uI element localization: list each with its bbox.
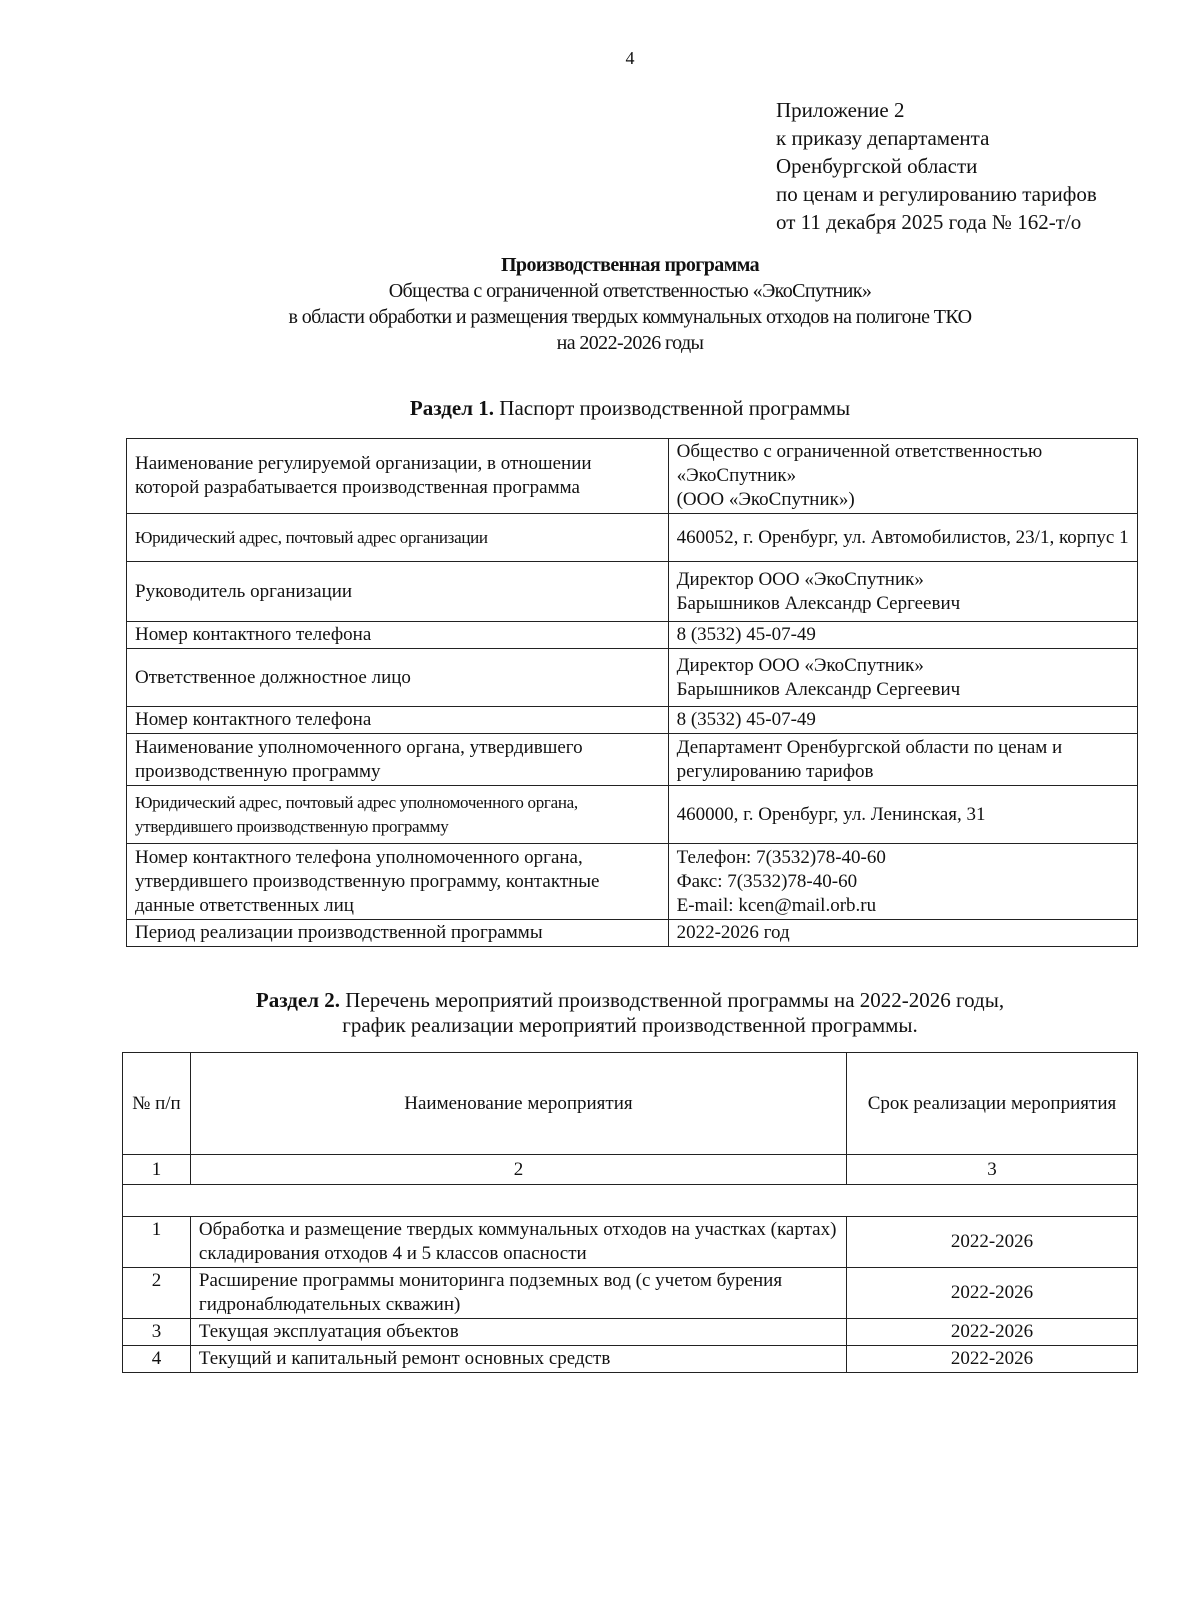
table-row: [127, 562, 1138, 622]
passport-value: [668, 844, 1137, 920]
row-term: 2022-2026: [846, 1319, 1137, 1346]
table-row: [127, 622, 1138, 649]
table-row: [123, 1346, 1138, 1373]
row-name: Текущая эксплуатация объектов: [190, 1319, 846, 1346]
passport-value: 8 (3532) 45-07-49: [668, 707, 1137, 734]
column-number: 3: [846, 1155, 1137, 1185]
passport-label: Ответственное должностное лицо: [127, 649, 669, 707]
passport-label: Период реализации производственной программы: [127, 920, 669, 947]
table-row: [127, 439, 1138, 514]
row-num: 3: [123, 1319, 191, 1346]
appendix-line: Оренбургской области: [776, 154, 978, 178]
value-line: Директор ООО «ЭкоСпутник»: [676, 568, 924, 590]
appendix-line: по ценам и регулированию тарифов: [776, 182, 1097, 206]
appendix-block: [776, 96, 1097, 236]
column-number-row: [123, 1155, 1138, 1185]
passport-label: Номер контактного телефона: [127, 707, 669, 734]
table-row: [127, 786, 1138, 844]
section2-title: Перечень мероприятий производственной программы на 2022-2026 годы,: [340, 988, 1005, 1012]
table-row: [123, 1319, 1138, 1346]
title-line: в области обработки и размещения твердых коммунальных отходов на полигоне ТКО: [288, 306, 972, 328]
section1-title: Паспорт производственной программы: [494, 396, 851, 420]
appendix-line: Приложение 2: [776, 98, 905, 122]
passport-value: 460052, г. Оренбург, ул. Автомобилистов, 23/1, корпус 1: [668, 514, 1137, 562]
row-name: Расширение программы мониторинга подземных вод (с учетом бурения гидронаблюдательных скважин): [190, 1268, 846, 1319]
section2-heading: [100, 988, 1160, 1038]
table-row: [127, 514, 1138, 562]
passport-label: Руководитель организации: [127, 562, 669, 622]
empty-row: [123, 1185, 1138, 1217]
title-main: Производственная программа: [500, 254, 760, 276]
section2-number: Раздел 2.: [255, 988, 341, 1012]
table-row: [127, 920, 1138, 947]
page-number: 4: [625, 48, 635, 68]
row-term: 2022-2026: [846, 1217, 1137, 1268]
value-line: Факс: 7(3532)78-40-60: [676, 870, 858, 892]
appendix-line: к приказу департамента: [776, 126, 990, 150]
table-row: [127, 707, 1138, 734]
value-line: Директор ООО «ЭкоСпутник»: [676, 654, 924, 676]
title-line: на 2022-2026 годы: [556, 332, 704, 354]
value-line: Барышников Александр Сергеевич: [676, 592, 961, 614]
row-num: 4: [123, 1346, 191, 1373]
table-row: [123, 1268, 1138, 1319]
passport-label: Юридический адрес, почтовый адрес уполномоченного органа, утвердившего производственную программу: [127, 786, 669, 844]
table-row: [127, 649, 1138, 707]
value-line: Барышников Александр Сергеевич: [676, 678, 961, 700]
row-term: 2022-2026: [846, 1268, 1137, 1319]
passport-label: Номер контактного телефона уполномоченного органа, утвердившего производственную программу, контактные данные ответственных лиц: [127, 844, 669, 920]
row-name: Текущий и капитальный ремонт основных средств: [190, 1346, 846, 1373]
passport-label: Наименование регулируемой организации, в отношении которой разрабатывается производственная программа: [127, 439, 669, 514]
value-line: E-mail: kcen@mail.orb.ru: [676, 894, 877, 916]
column-number: 1: [123, 1155, 191, 1185]
header-term: Срок реализации мероприятия: [846, 1053, 1137, 1155]
row-term: 2022-2026: [846, 1346, 1137, 1373]
row-name: Обработка и размещение твердых коммунальных отходов на участках (картах) складирования отходов 4 и 5 классов опасности: [190, 1217, 846, 1268]
section1-number: Раздел 1.: [409, 396, 495, 420]
header-name: Наименование мероприятия: [190, 1053, 846, 1155]
passport-value: 2022-2026 год: [668, 920, 1137, 947]
document-title: [130, 252, 1130, 356]
value-line: (ООО «ЭкоСпутник»): [676, 489, 855, 510]
title-line: Общества с ограниченной ответственностью «ЭкоСпутник»: [388, 280, 872, 302]
passport-label: Наименование уполномоченного органа, утвердившего производственную программу: [127, 734, 669, 786]
value-line: Общество с ограниченной ответственностью «ЭкоСпутник»: [676, 441, 1043, 486]
passport-value: [668, 649, 1137, 707]
events-table: [122, 1052, 1138, 1373]
passport-value: 460000, г. Оренбург, ул. Ленинская, 31: [668, 786, 1137, 844]
empty-cell: [123, 1185, 1138, 1217]
passport-table: [126, 438, 1138, 947]
table-row: [127, 734, 1138, 786]
table-row: [127, 844, 1138, 920]
value-line: Телефон: 7(3532)78-40-60: [676, 846, 886, 868]
row-num: 2: [123, 1268, 191, 1319]
passport-value: 8 (3532) 45-07-49: [668, 622, 1137, 649]
section1-heading: [100, 396, 1160, 421]
section2-title-line2: график реализации мероприятий производственной программы.: [342, 1013, 918, 1037]
table-row: [123, 1217, 1138, 1268]
table-header-row: [123, 1053, 1138, 1155]
passport-value: [668, 562, 1137, 622]
column-number: 2: [190, 1155, 846, 1185]
passport-value: [668, 439, 1137, 514]
header-num: № п/п: [123, 1053, 191, 1155]
appendix-line: от 11 декабря 2025 года № 162-т/о: [776, 210, 1082, 234]
passport-label: Номер контактного телефона: [127, 622, 669, 649]
passport-value: Департамент Оренбургской области по ценам и регулированию тарифов: [668, 734, 1137, 786]
row-num: 1: [123, 1217, 191, 1268]
passport-label: Юридический адрес, почтовый адрес организации: [127, 514, 669, 562]
